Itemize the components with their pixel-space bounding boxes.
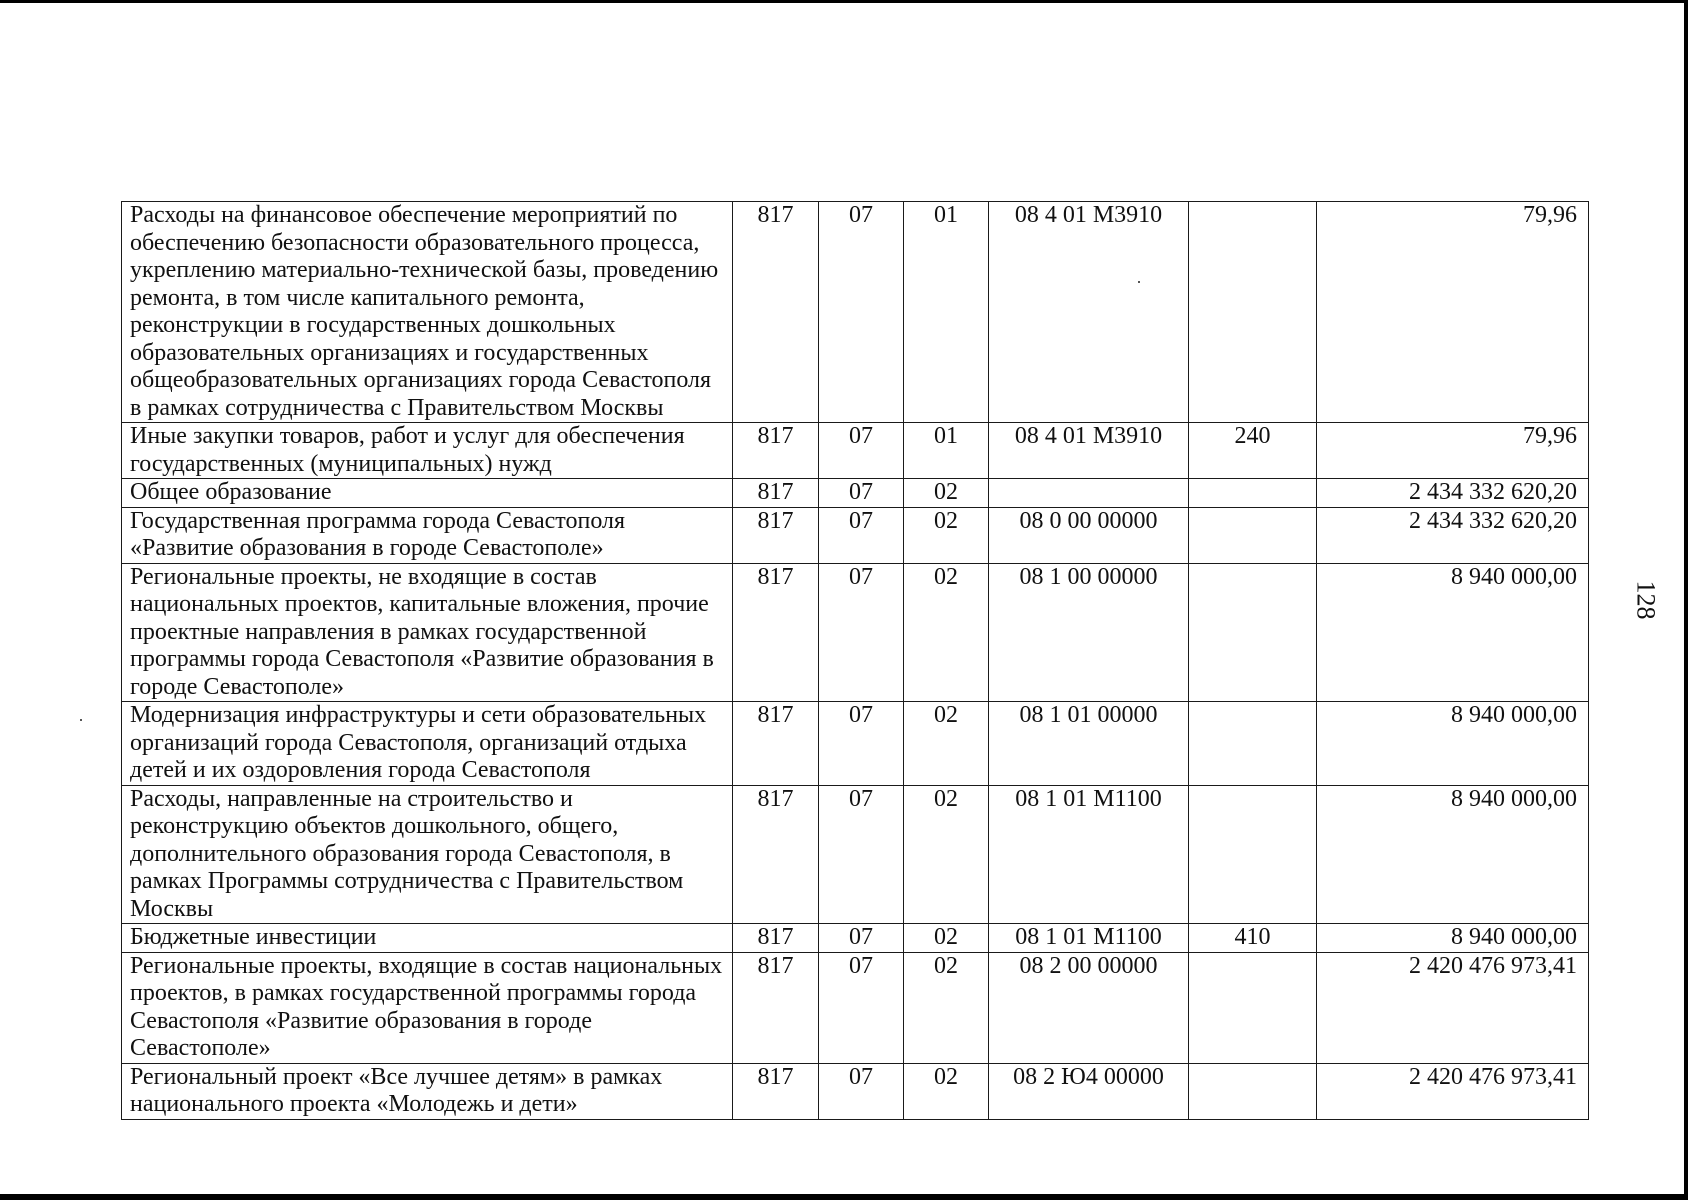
table-row [122, 702, 1589, 786]
cell-subsection: 01 [904, 423, 989, 479]
budget-table [121, 201, 1589, 1120]
cell-name: Расходы, направленные на строительство и реконструкцию объектов дошкольного, общего, дополнительного образования города Севастополя, в рамках Программы сотрудничества с Правительством Москвы [122, 785, 733, 924]
cell-target-article: 08 1 00 00000 [989, 563, 1189, 702]
cell-ministry: 817 [733, 924, 819, 953]
cell-name: Региональный проект «Все лучшее детям» в рамках национального проекта «Молодежь и дети» [122, 1063, 733, 1119]
cell-subsection: 02 [904, 952, 989, 1063]
cell-section: 07 [819, 1063, 904, 1119]
cell-name: Иные закупки товаров, работ и услуг для обеспечения государственных (муниципальных) нужд [122, 423, 733, 479]
cell-target-article: 08 1 01 М1100 [989, 785, 1189, 924]
cell-amount: 2 434 332 620,20 [1317, 479, 1589, 508]
cell-section: 07 [819, 924, 904, 953]
cell-section: 07 [819, 785, 904, 924]
cell-expense-type [1189, 479, 1317, 508]
cell-section: 07 [819, 202, 904, 423]
cell-subsection: 02 [904, 785, 989, 924]
table-row [122, 563, 1589, 702]
cell-section: 07 [819, 952, 904, 1063]
cell-name: Модернизация инфраструктуры и сети образовательных организаций города Севастополя, организаций отдыха детей и их оздоровления города Севастополя [122, 702, 733, 786]
cell-amount: 8 940 000,00 [1317, 702, 1589, 786]
cell-expense-type [1189, 702, 1317, 786]
scan-speck [1138, 281, 1140, 283]
table-row [122, 1063, 1589, 1119]
cell-subsection: 02 [904, 1063, 989, 1119]
cell-expense-type [1189, 952, 1317, 1063]
cell-section: 07 [819, 479, 904, 508]
cell-target-article: 08 4 01 М3910 [989, 202, 1189, 423]
cell-target-article: 08 1 01 М1100 [989, 924, 1189, 953]
cell-ministry: 817 [733, 1063, 819, 1119]
cell-expense-type: 410 [1189, 924, 1317, 953]
cell-name: Государственная программа города Севастополя «Развитие образования в городе Севастополе» [122, 507, 733, 563]
cell-expense-type: 240 [1189, 423, 1317, 479]
cell-target-article: 08 4 01 М3910 [989, 423, 1189, 479]
cell-amount: 2 420 476 973,41 [1317, 1063, 1589, 1119]
cell-target-article: 08 0 00 00000 [989, 507, 1189, 563]
cell-ministry: 817 [733, 507, 819, 563]
cell-name: Расходы на финансовое обеспечение мероприятий по обеспечению безопасности образовательного процесса, укреплению материально-технической базы, проведению ремонта, в том числе капитального ремонта, реконструкции в государственных дошкольных образовательных организациях и государственных общеобразовательных организациях города Севастополя в рамках сотрудничества с Правительством Москвы [122, 202, 733, 423]
cell-ministry: 817 [733, 702, 819, 786]
cell-subsection: 02 [904, 924, 989, 953]
table-row [122, 202, 1589, 423]
cell-amount: 8 940 000,00 [1317, 924, 1589, 953]
cell-expense-type [1189, 507, 1317, 563]
cell-amount: 79,96 [1317, 202, 1589, 423]
cell-ministry: 817 [733, 952, 819, 1063]
cell-subsection: 02 [904, 507, 989, 563]
cell-section: 07 [819, 563, 904, 702]
cell-name: Региональные проекты, входящие в состав национальных проектов, в рамках государственной программы города Севастополя «Развитие образования в городе Севастополе» [122, 952, 733, 1063]
cell-amount: 8 940 000,00 [1317, 785, 1589, 924]
cell-expense-type [1189, 202, 1317, 423]
cell-target-article: 08 1 01 00000 [989, 702, 1189, 786]
cell-section: 07 [819, 507, 904, 563]
cell-section: 07 [819, 423, 904, 479]
table-row [122, 952, 1589, 1063]
table-body [122, 202, 1589, 1120]
page-number: 128 [1631, 580, 1661, 620]
cell-expense-type [1189, 785, 1317, 924]
cell-name: Общее образование [122, 479, 733, 508]
cell-ministry: 817 [733, 202, 819, 423]
cell-target-article: 08 2 Ю4 00000 [989, 1063, 1189, 1119]
cell-amount: 8 940 000,00 [1317, 563, 1589, 702]
cell-name: Региональные проекты, не входящие в состав национальных проектов, капитальные вложения, прочие проектные направления в рамках государственной программы города Севастополя «Развитие образования в городе Севастополе» [122, 563, 733, 702]
cell-name: Бюджетные инвестиции [122, 924, 733, 953]
cell-target-article [989, 479, 1189, 508]
table-row [122, 785, 1589, 924]
cell-subsection: 01 [904, 202, 989, 423]
cell-section: 07 [819, 702, 904, 786]
cell-expense-type [1189, 1063, 1317, 1119]
cell-ministry: 817 [733, 563, 819, 702]
cell-expense-type [1189, 563, 1317, 702]
scan-speck [80, 719, 82, 721]
table-row [122, 423, 1589, 479]
table-row [122, 479, 1589, 508]
table-row [122, 507, 1589, 563]
cell-amount: 79,96 [1317, 423, 1589, 479]
cell-target-article: 08 2 00 00000 [989, 952, 1189, 1063]
cell-subsection: 02 [904, 563, 989, 702]
cell-ministry: 817 [733, 479, 819, 508]
cell-amount: 2 434 332 620,20 [1317, 507, 1589, 563]
cell-subsection: 02 [904, 479, 989, 508]
cell-ministry: 817 [733, 785, 819, 924]
cell-amount: 2 420 476 973,41 [1317, 952, 1589, 1063]
table-row [122, 924, 1589, 953]
cell-subsection: 02 [904, 702, 989, 786]
cell-ministry: 817 [733, 423, 819, 479]
